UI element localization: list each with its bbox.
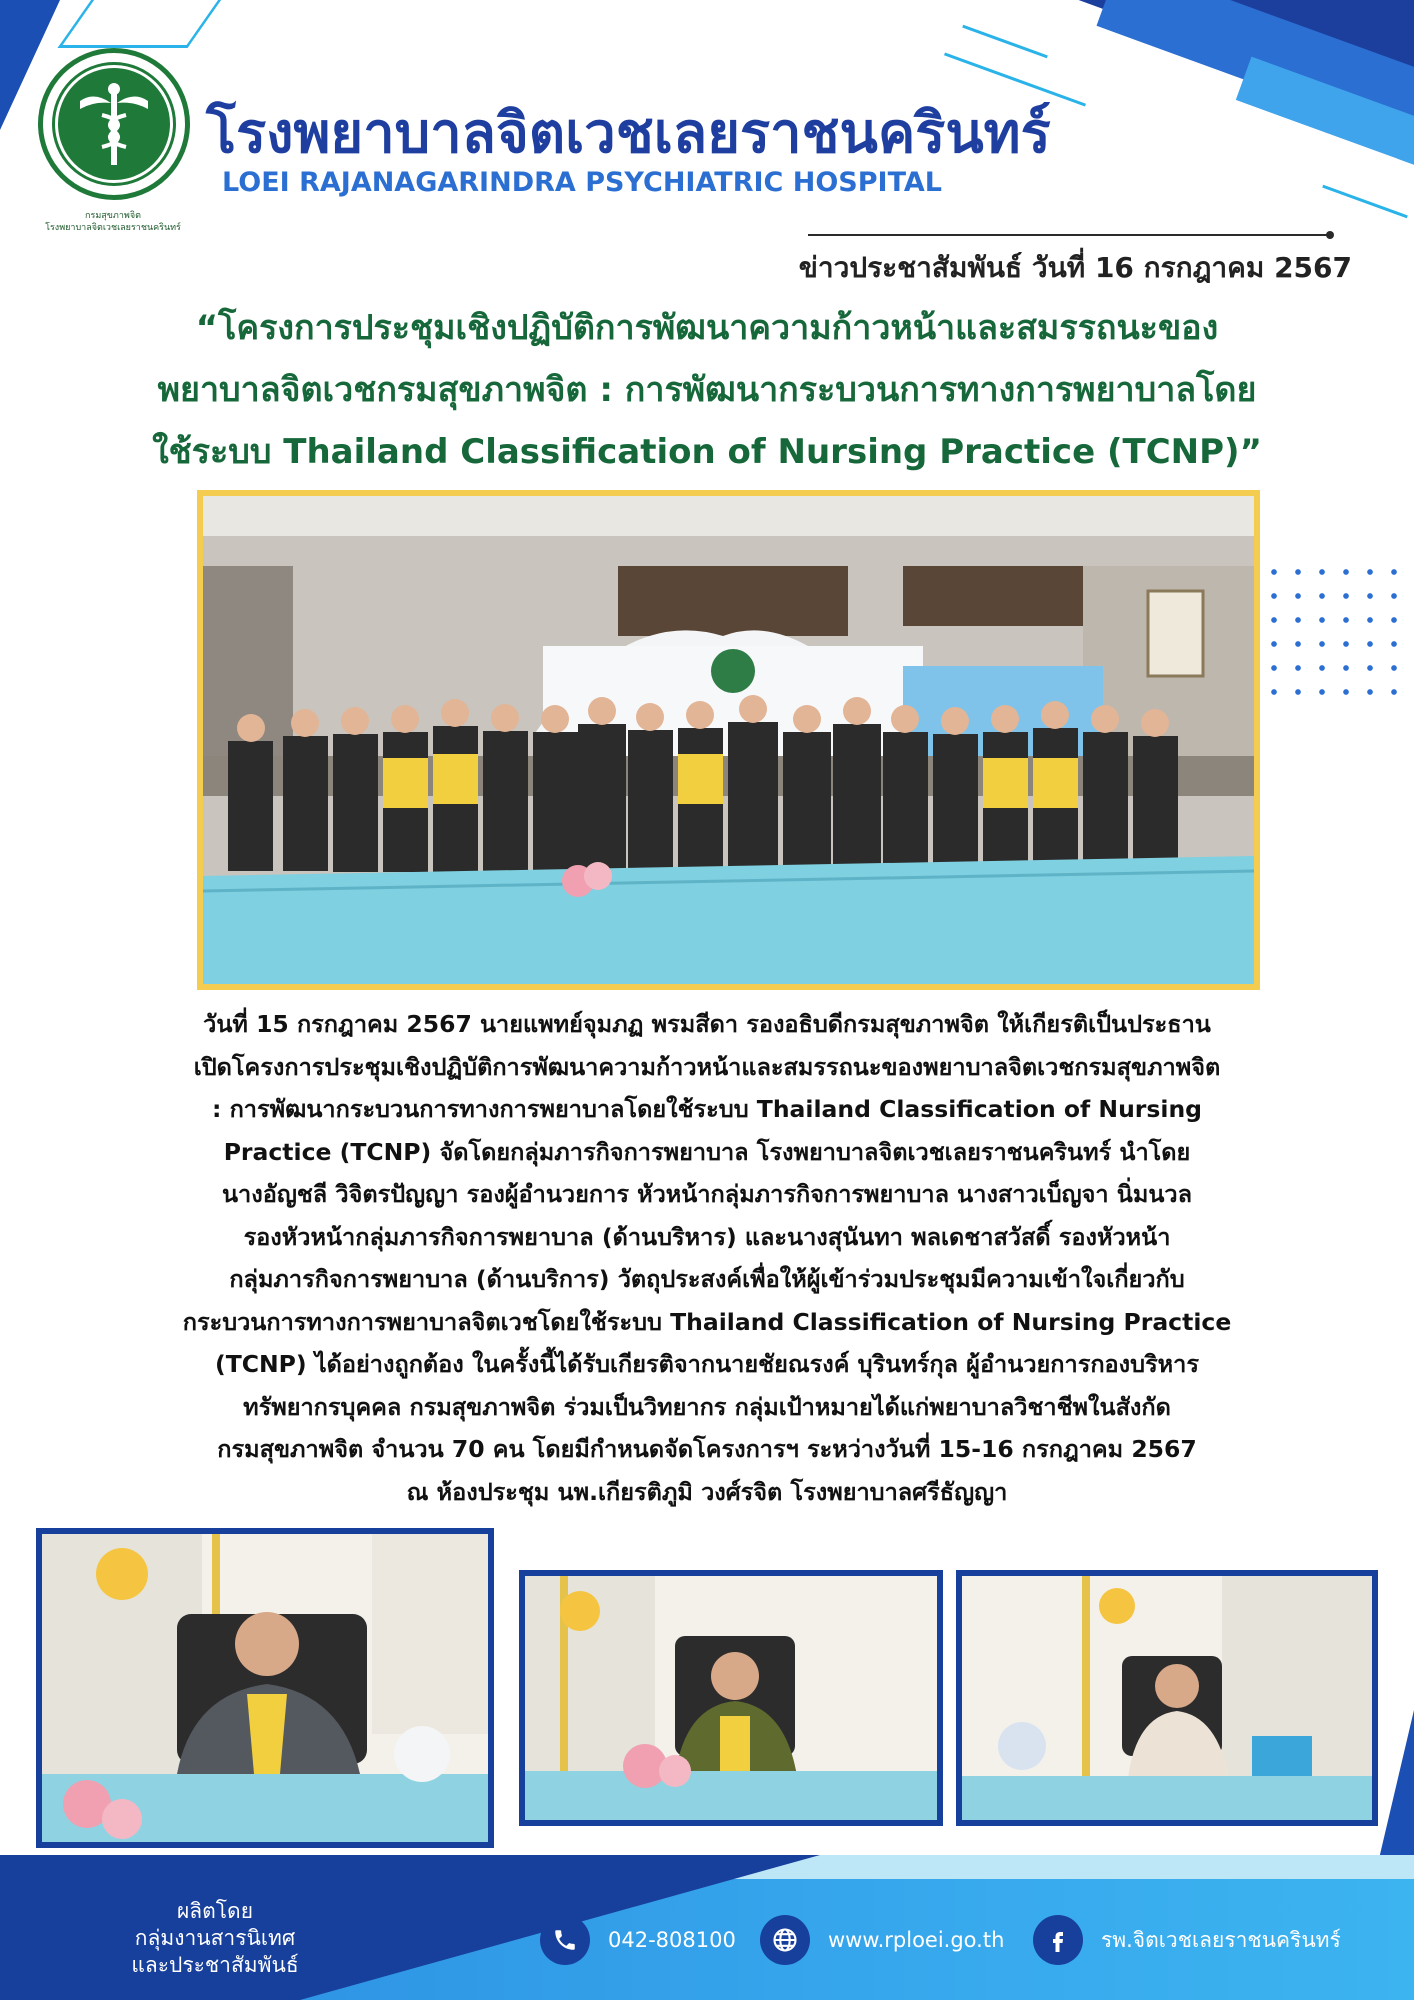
facebook-icon: [1033, 1915, 1083, 1965]
body-line: รองหัวหน้ากลุ่มภารกิจการพยาบาล (ด้านบริหาร) และนางสุนันทา พลเดชาสวัสดิ์ รองหัวหน้า: [243, 1222, 1171, 1251]
news-body: [40, 1003, 1374, 1513]
contact-phone[interactable]: [540, 1915, 736, 1965]
divider-line: [808, 234, 1330, 236]
headline-line: “โครงการประชุมเชิงปฏิบัติการพัฒนาความก้าวหน้าและสมรรถนะของ: [195, 308, 1219, 348]
body-line: ณ ห้องประชุม นพ.เกียรติภูมิ วงศ์รจิต โรงพยาบาลศรีธัญญา: [406, 1477, 1008, 1506]
body-line: Practice (TCNP) จัดโดยกลุ่มภารกิจการพยาบาล โรงพยาบาลจิตเวชเลยราชนครินทร์ นำโดย: [223, 1137, 1191, 1166]
corner-outline-decoration: [57, 0, 222, 48]
phone-icon: [540, 1915, 590, 1965]
body-line: กรมสุขภาพจิต จำนวน 70 คน โดยมีกำหนดจัดโครงการฯ ระหว่างวันที่ 15-16 กรกฎาคม 2567: [217, 1435, 1197, 1463]
dot-grid-decoration: [1262, 560, 1412, 710]
body-line: (TCNP) ได้อย่างถูกต้อง ในครั้งนี้ได้รับเกียรติจากนายชัยณรงค์ บุรินทร์กุล ผู้อำนวยการกองบริหาร: [215, 1350, 1199, 1378]
globe-icon: [760, 1915, 810, 1965]
body-line: กระบวนการทางการพยาบาลจิตเวชโดยใช้ระบบ Thailand Classification of Nursing Practice: [182, 1307, 1232, 1336]
speaker-photo-3: [956, 1570, 1378, 1826]
corner-line-decoration: [1322, 185, 1408, 219]
news-headline: [20, 297, 1394, 483]
facebook-page: รพ.จิตเวชเลยราชนครินทร์: [1101, 1927, 1341, 1952]
body-line: นางอัญชลี วิจิตรปัญญา รองผู้อำนวยการ หัวหน้ากลุ่มภารกิจการพยาบาล นางสาวเบ็ญจา นิ่มนวล: [221, 1180, 1192, 1208]
website-link: www.rploei.go.th: [828, 1928, 1005, 1952]
produced-by: ผลิตโดย กลุ่มงานสารนิเทศ และประชาสัมพันธ์: [131, 1899, 299, 1977]
headline-line: พยาบาลจิตเวชกรมสุขภาพจิต : การพัฒนากระบวนการทางการพยาบาลโดย: [157, 370, 1257, 410]
body-line: วันที่ 15 กรกฎาคม 2567 นายแพทย์จุมภฏ พรมสีดา รองอธิบดีกรมสุขภาพจิต ให้เกียรติเป็นประธาน: [203, 1010, 1211, 1038]
body-line: : การพัฒนากระบวนการทางการพยาบาลโดยใช้ระบบ Thailand Classification of Nursing: [211, 1095, 1202, 1123]
speaker-photo-1: [36, 1528, 494, 1848]
ministry-logo: [38, 48, 190, 200]
phone-number: 042-808100: [608, 1928, 736, 1952]
headline-line: ใช้ระบบ Thailand Classification of Nursing Practice (TCNP)”: [152, 432, 1262, 472]
hospital-name-thai: โรงพยาบาลจิตเวชเลยราชนครินทร์: [206, 101, 1051, 166]
body-line: กลุ่มภารกิจการพยาบาล (ด้านบริการ) วัตถุประสงค์เพื่อให้ผู้เข้าร่วมประชุมมีความเข้าใจเกี่ยวกับ: [229, 1265, 1185, 1293]
group-photo: [197, 490, 1260, 990]
logo-caption: กรมสุขภาพจิต โรงพยาบาลจิตเวชเลยราชนครินทร์: [45, 211, 181, 233]
divider-dot: [1326, 231, 1334, 239]
hospital-name-english: LOEI RAJANAGARINDRA PSYCHIATRIC HOSPITAL: [222, 167, 942, 198]
contact-facebook[interactable]: [1033, 1915, 1341, 1965]
body-line: เปิดโครงการประชุมเชิงปฏิบัติการพัฒนาความก้าวหน้าและสมรรถนะของพยาบาลจิตเวชกรมสุขภาพจิต: [193, 1052, 1221, 1081]
body-line: ทรัพยากรบุคคล กรมสุขภาพจิต ร่วมเป็นวิทยากร กลุ่มเป้าหมายได้แก่พยาบาลวิชาชีพในสังกัด: [243, 1392, 1171, 1421]
contact-website[interactable]: [760, 1915, 1004, 1965]
press-release-date: ข่าวประชาสัมพันธ์ วันที่ 16 กรกฎาคม 2567: [798, 251, 1352, 284]
footer: [0, 1855, 1414, 2000]
speaker-photo-2: [519, 1570, 943, 1826]
corner-line-decoration: [962, 25, 1048, 59]
caduceus-icon: [74, 79, 154, 169]
